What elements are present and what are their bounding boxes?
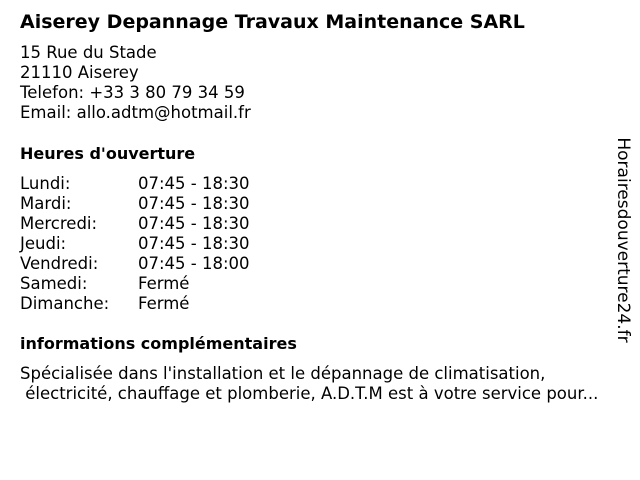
time-value: Fermé: [138, 294, 190, 313]
day-label: Jeudi:: [20, 234, 67, 253]
time-value: 07:45 - 18:30: [138, 234, 250, 253]
day-label: Lundi:: [20, 174, 71, 193]
contact-block: [20, 43, 251, 123]
phone-number[interactable]: Telefon: +33 3 80 79 34 59: [20, 83, 245, 102]
time-value: Fermé: [138, 274, 190, 293]
day-label: Samedi:: [20, 274, 88, 293]
day-label: Mercredi:: [20, 214, 98, 233]
opening-hours-heading: Heures d'ouverture: [20, 144, 196, 163]
time-value: 07:45 - 18:30: [138, 214, 250, 233]
address-street: 15 Rue du Stade: [20, 43, 157, 62]
time-value: 07:45 - 18:00: [138, 254, 250, 273]
time-value: 07:45 - 18:30: [138, 194, 250, 213]
info-line-2: électricité, chauffage et plomberie, A.D.T.M est à votre service pour...: [20, 384, 599, 403]
email-address[interactable]: Email: allo.adtm@hotmail.fr: [20, 103, 251, 122]
info-line-1: Spécialisée dans l'installation et le dépannage de climatisation,: [20, 364, 546, 383]
day-label: Dimanche:: [20, 294, 110, 313]
address-city: 21110 Aiserey: [20, 63, 139, 82]
time-value: 07:45 - 18:30: [138, 174, 250, 193]
day-label: Mardi:: [20, 194, 72, 213]
additional-info-text: [20, 364, 598, 404]
business-name: Aiserey Depannage Travaux Maintenance SARL: [20, 11, 525, 33]
site-watermark: Horairesdouverture24.fr: [613, 137, 633, 343]
additional-info-heading: informations complémentaires: [20, 334, 297, 353]
day-label: Vendredi:: [20, 254, 99, 273]
